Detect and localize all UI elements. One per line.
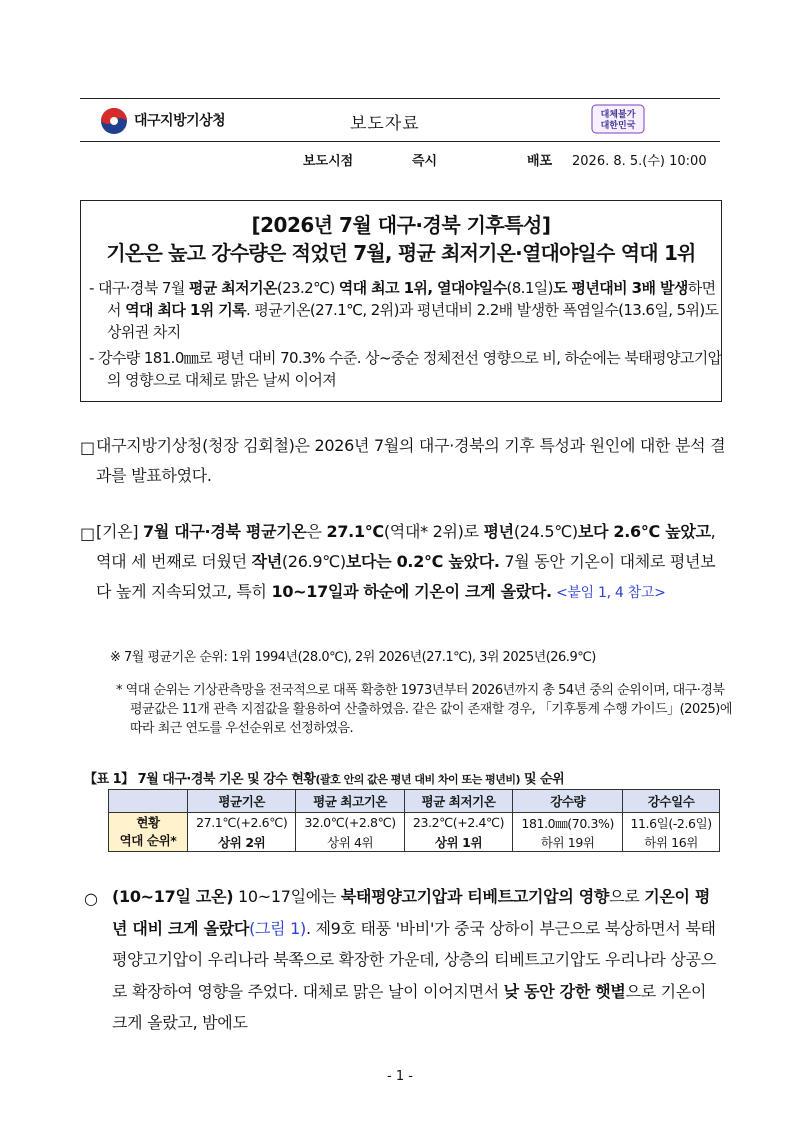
table-row-label: 현황 역대 순위* — [109, 813, 188, 852]
doc-type: 보도자료 — [350, 114, 420, 134]
table-cell: 23.2℃(+2.4℃) — [404, 813, 512, 833]
table-cell: 27.1℃(+2.6℃) — [188, 813, 296, 833]
summary-bullet-1: - 대구·경북 7월 평균 최저기온(23.2℃) 역대 최고 1위, 열대야일수(8.1일)도 평년대비 3배 발생하면서 역대 최다 1위 기록. 평균기온(27.1℃, 2위)과 평년대비 2.2배 발생한 폭염일수(13.6일, 5위)도 상위권 차지 — [89, 279, 719, 341]
paragraph-intro: 대구지방기상청(청장 김회철)은 2026년 7월의 대구·경북의 기후 특성과 원인에 대한 분석 결과를 발표하였다. — [96, 436, 726, 485]
summary-title: [2026년 7월 대구·경북 기후특성] — [251, 213, 551, 237]
dist-label: 배포 — [527, 154, 553, 169]
kma-logo-icon — [100, 107, 128, 135]
paragraph-heat: (10~17일 고온) 10~17일에는 북태평양고기압과 티베트고기압의 영향으로 기온이 평년 대비 크게 올랐다(그림 1). 제9호 태풍 '바비'가 중국 상하이 부근으로 북상하면서 북태평양고기압이 우리나라 북쪽으로 확장한 가운데, 상층의 티베트고기압도 우리나라 상공으로 확장하여 영향을 주었다. 대체로 맑은 날이 이어지면서 낮 동안 강한 햇볕으로 기온이 크게 올랐고, 밤에도 — [112, 887, 716, 1032]
table-cell: 상위 1위 — [404, 832, 512, 852]
table-row — [109, 832, 720, 852]
ranking-note: ※ 7월 평균기온 순위: 1위 1994년(28.0℃), 2위 2026년(27.1℃), 3위 2025년(26.9℃) — [110, 650, 596, 665]
table-cell: 하위 19위 — [513, 832, 623, 852]
circle-bullet-icon: ○ — [84, 889, 98, 908]
release-value: 즉시 — [412, 154, 438, 169]
checkbox-bullet-icon: □ — [80, 524, 96, 543]
table-cell: 상위 4위 — [296, 832, 404, 852]
table-header: 평균 최저기온 — [404, 790, 512, 813]
table-row — [109, 813, 720, 833]
table-header: 평균 최고기온 — [296, 790, 404, 813]
dist-value: 2026. 8. 5.(수) 10:00 — [572, 154, 707, 169]
slogan-logo-icon — [588, 101, 648, 137]
org-name: 대구지방기상청 — [134, 113, 226, 129]
summary-bullet-2: - 강수량 181.0㎜로 평년 대비 70.3% 수준. 상~중순 정체전선 영향으로 비, 하순에는 북태평양고기압의 영향으로 대체로 맑은 날씨 이어져 — [89, 349, 722, 389]
table-caption: 【표 1】 7월 대구·경북 기온 및 강수 현황(괄호 안의 값은 평년 대비 차이 또는 평년비) 및 순위 — [84, 772, 565, 787]
table-cell: 상위 2위 — [188, 832, 296, 852]
footnote: * 역대 순위는 기상관측망을 전국적으로 대폭 확충한 1973년부터 2026년까지 총 54년 중의 순위이며, 대구·경북 평균값은 11개 관측 지점값을 활용하여 산출하였음. 같은 값이 존재할 경우, 「기후통계 수행 가이드」(2025)에 따라 최근 연도를 우선순위로 선정하였음. — [116, 683, 732, 736]
svg-text:대한민국: 대한민국 — [600, 121, 636, 131]
table-corner-cell — [109, 790, 188, 813]
table-header: 강수량 — [513, 790, 623, 813]
svg-text:대체불가: 대체불가 — [600, 110, 636, 120]
paragraph-temperature: [기온] 7월 대구·경북 평균기온은 27.1℃(역대* 2위)로 평년(24.5℃)보다 2.6℃ 높았고, 역대 세 번째로 더웠던 작년(26.9℃)보다는 0.2℃ 높았다. 7월 동안 기온이 대체로 평년보다 높게 지속되었고, 특히 10~17일과 하순에 기온이 크게 올랐다. <붙임 1, 4 참고> — [96, 522, 716, 601]
page-number: - 1 - — [387, 1069, 413, 1084]
press-header — [80, 98, 720, 142]
table-header-row — [109, 790, 720, 813]
summary-headline: 기온은 높고 강수량은 적었던 7월, 평균 최저기온·열대야일수 역대 1위 — [106, 241, 696, 265]
climate-table — [108, 789, 720, 852]
table-header: 평균기온 — [188, 790, 296, 813]
table-cell: 11.6일(-2.6일) — [623, 813, 720, 833]
summary-box — [80, 200, 722, 402]
checkbox-bullet-icon: □ — [80, 438, 96, 457]
table-cell: 32.0℃(+2.8℃) — [296, 813, 404, 833]
table-cell: 181.0㎜(70.3%) — [513, 813, 623, 833]
table-cell: 하위 16위 — [623, 832, 720, 852]
table-header: 강수일수 — [623, 790, 720, 813]
release-label: 보도시점 — [303, 154, 354, 169]
